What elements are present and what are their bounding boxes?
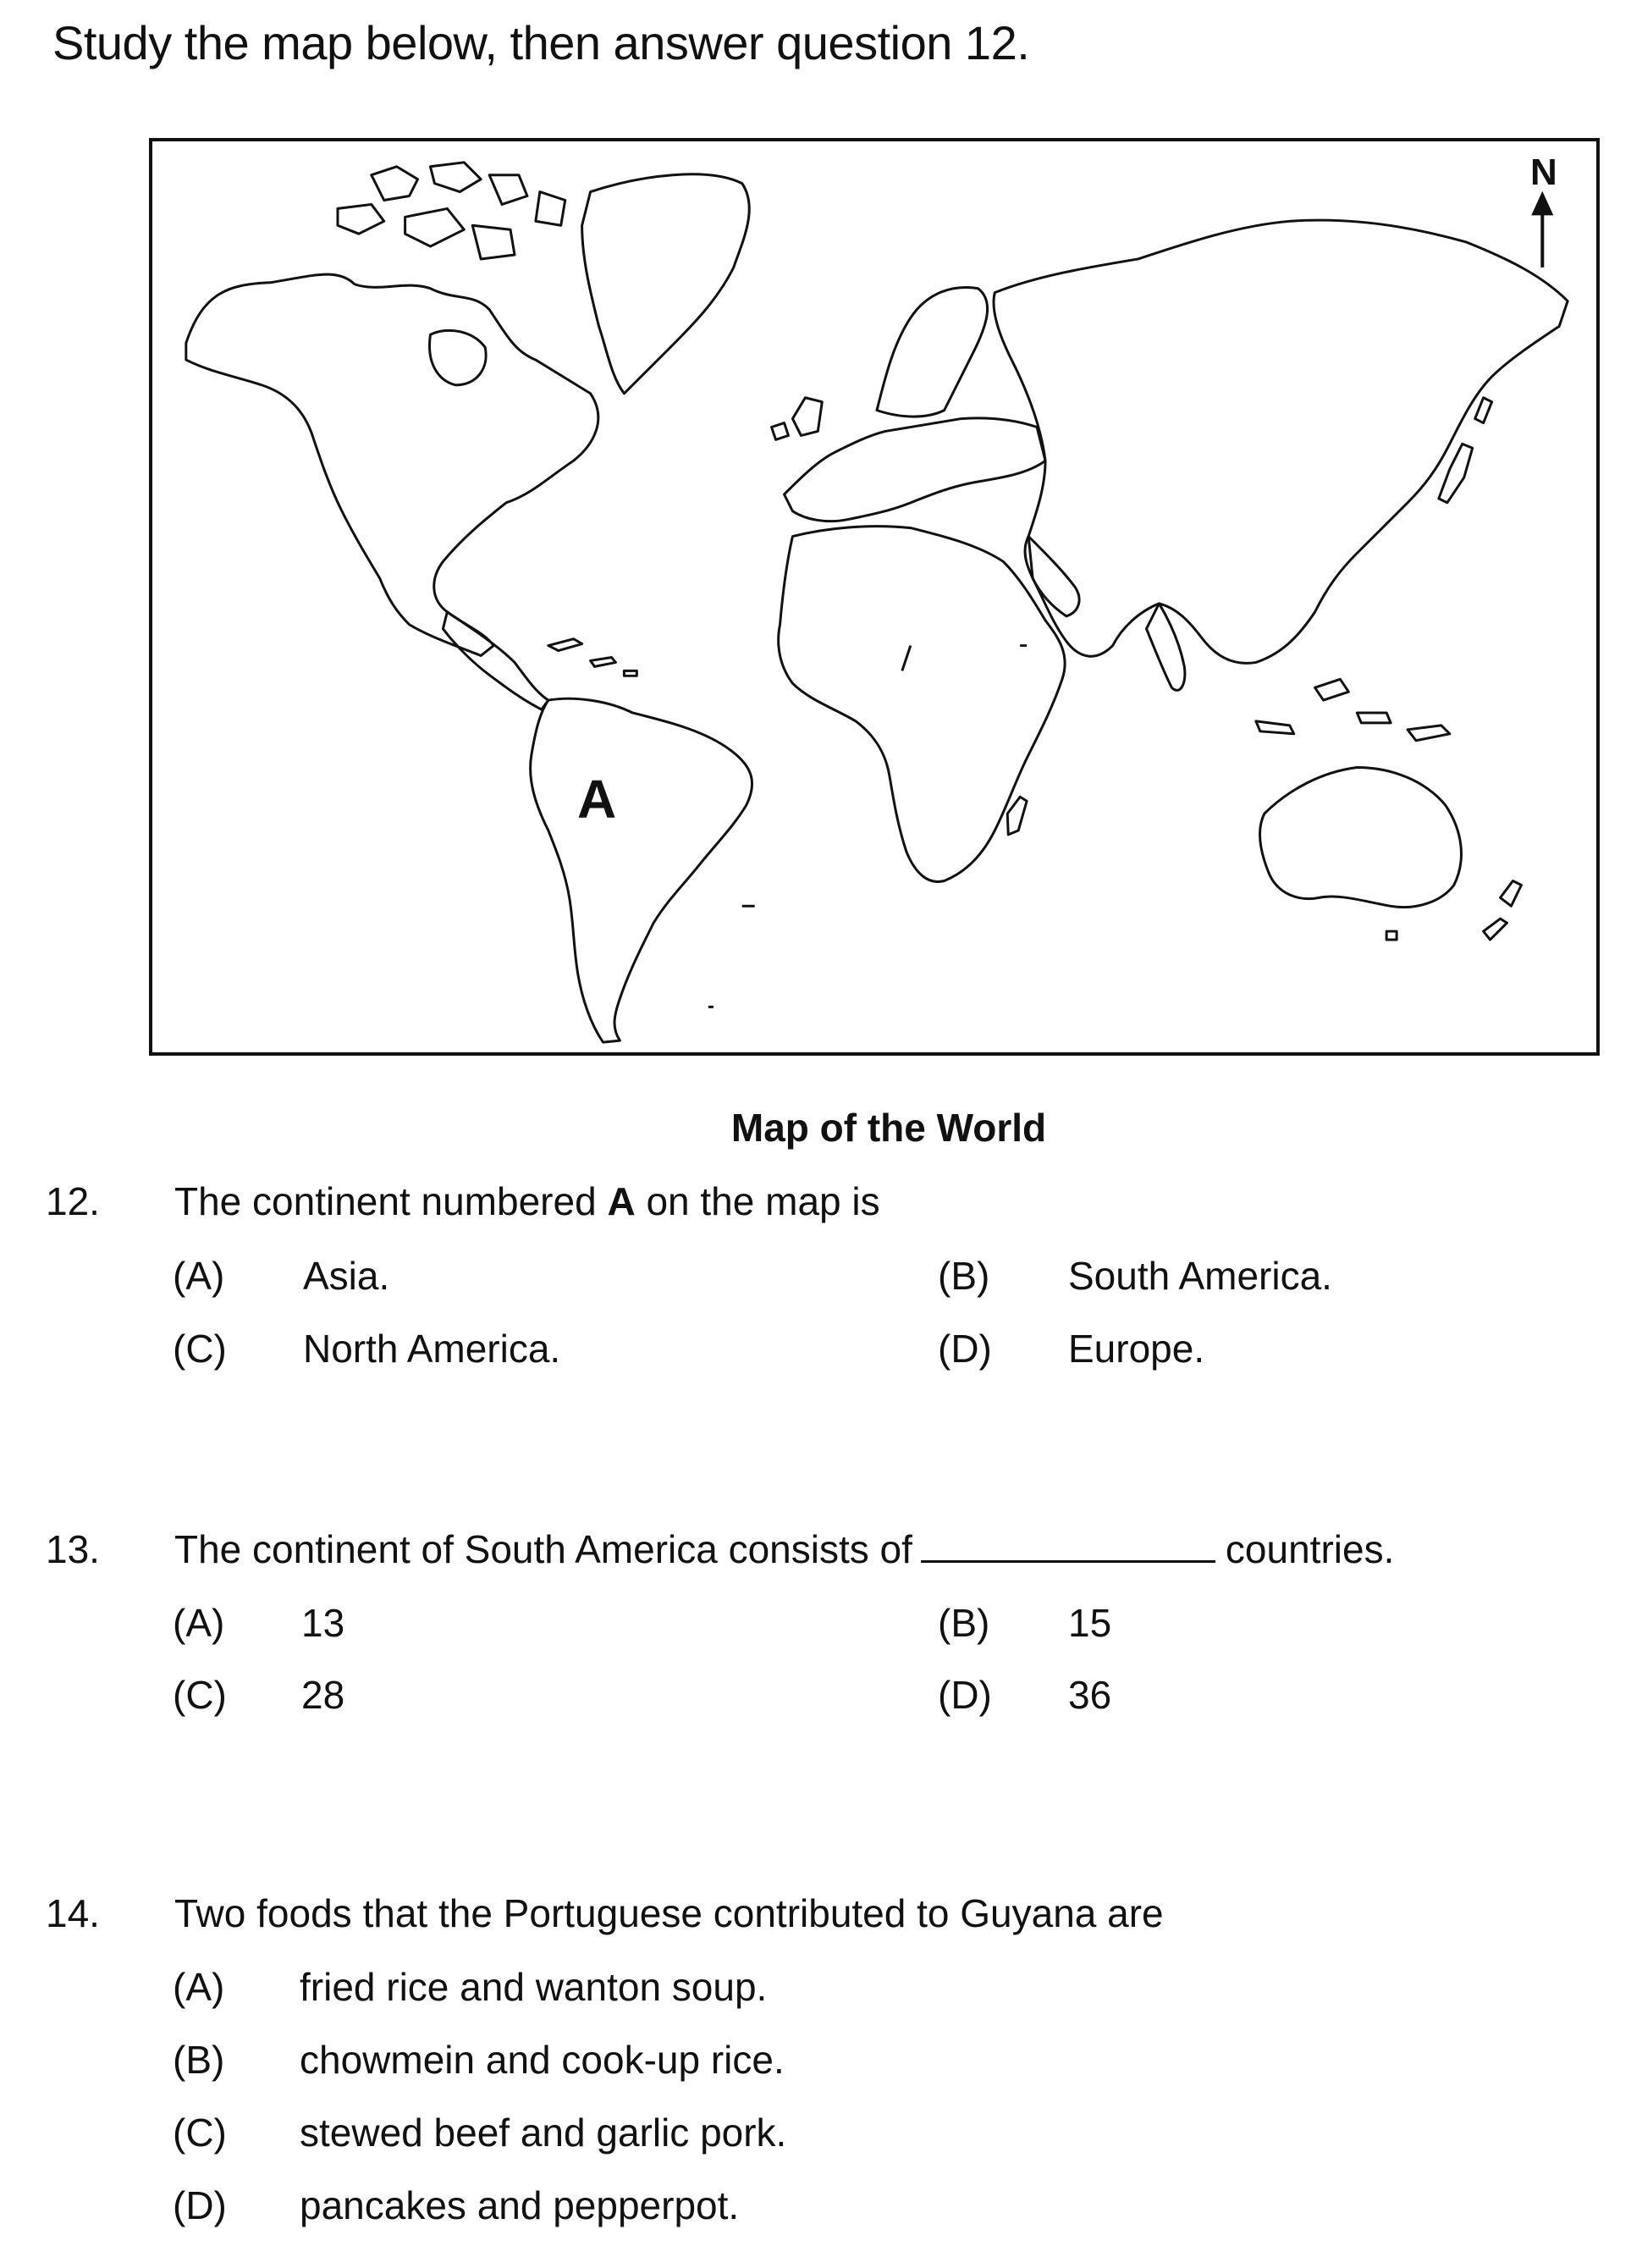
question-12-option-b-text[interactable]: South America. [1068, 1254, 1332, 1298]
question-13-stem-before: The continent of South America consists of [174, 1527, 912, 1571]
madagascar-outline [1007, 797, 1027, 835]
question-14-option-d-letter[interactable]: (D) [173, 2183, 227, 2227]
map-label-a: A [577, 769, 617, 830]
question-14-option-a-text[interactable]: fried rice and wanton soup. [300, 1965, 768, 2009]
question-13-option-c-text[interactable]: 28 [301, 1673, 345, 1717]
world-map-outline [152, 141, 1596, 1052]
new-zealand-outline [1484, 881, 1522, 940]
australia-outline [1259, 768, 1461, 908]
arctic-islands-outline [338, 163, 565, 259]
map-caption: Map of the World [730, 1106, 1047, 1150]
question-13-option-b-text[interactable]: 15 [1068, 1601, 1112, 1645]
question-14-option-a-letter[interactable]: (A) [173, 1965, 225, 2009]
question-13-stem-after: countries. [1225, 1527, 1395, 1571]
question-12-stem-after: on the map is [635, 1179, 880, 1223]
hudson-bay-outline [429, 330, 486, 385]
question-12-option-a-text[interactable]: Asia. [303, 1254, 390, 1298]
answer-blank [921, 1531, 1215, 1563]
instruction-text: Study the map below, then answer question 12. [52, 16, 1030, 69]
question-14-option-d-text[interactable]: pancakes and pepperpot. [300, 2183, 740, 2227]
question-13-stem [174, 1526, 1394, 1572]
question-14-option-c-letter[interactable]: (C) [173, 2111, 227, 2155]
question-12-number: 12. [46, 1179, 100, 1223]
greenland-outline [582, 174, 750, 394]
question-12-option-a-letter[interactable]: (A) [173, 1254, 225, 1298]
question-12-stem-before: The continent numbered [174, 1179, 608, 1223]
question-14-option-b-text[interactable]: chowmein and cook-up rice. [300, 2038, 785, 2082]
question-12-stem-bold: A [607, 1179, 636, 1223]
central-america-outline [443, 612, 548, 709]
north-letter: N [1530, 152, 1557, 193]
question-14-number: 14. [46, 1891, 100, 1935]
question-13-option-d-text[interactable]: 36 [1068, 1673, 1112, 1717]
scandinavia-outline [877, 287, 988, 417]
small-island-marks [708, 646, 1027, 1007]
question-12-option-c-text[interactable]: North America. [303, 1327, 561, 1371]
question-13-option-d-letter[interactable]: (D) [938, 1673, 992, 1717]
tasmania-outline [1386, 931, 1397, 940]
question-12-stem [174, 1178, 880, 1224]
question-12-option-d-text[interactable]: Europe. [1068, 1327, 1205, 1371]
question-12-option-c-letter[interactable]: (C) [173, 1327, 227, 1371]
europe-outline [784, 418, 1045, 521]
question-13-option-b-letter[interactable]: (B) [938, 1601, 990, 1645]
question-13-option-c-letter[interactable]: (C) [173, 1673, 227, 1717]
question-14-option-b-letter[interactable]: (B) [173, 2038, 225, 2082]
caribbean-islands-outline [548, 639, 637, 676]
world-map [149, 138, 1600, 1056]
question-13-number: 13. [46, 1527, 100, 1571]
indian-subcontinent-outline [1146, 604, 1184, 690]
southeast-asia-islands-outline [1256, 679, 1450, 740]
south-america-outline [531, 698, 752, 1042]
question-14-option-c-text[interactable]: stewed beef and garlic pork. [300, 2111, 787, 2155]
africa-outline [779, 527, 1066, 882]
british-isles-outline [772, 398, 823, 440]
question-13-option-a-text[interactable]: 13 [301, 1601, 345, 1645]
question-13-option-a-letter[interactable]: (A) [173, 1601, 225, 1645]
question-12-option-b-letter[interactable]: (B) [938, 1254, 990, 1298]
question-12-option-d-letter[interactable]: (D) [938, 1327, 992, 1371]
north-america-outline [186, 274, 598, 655]
north-arrow-icon [1534, 196, 1551, 268]
question-14-stem: Two foods that the Portuguese contributed to Guyana are [174, 1891, 1164, 1935]
